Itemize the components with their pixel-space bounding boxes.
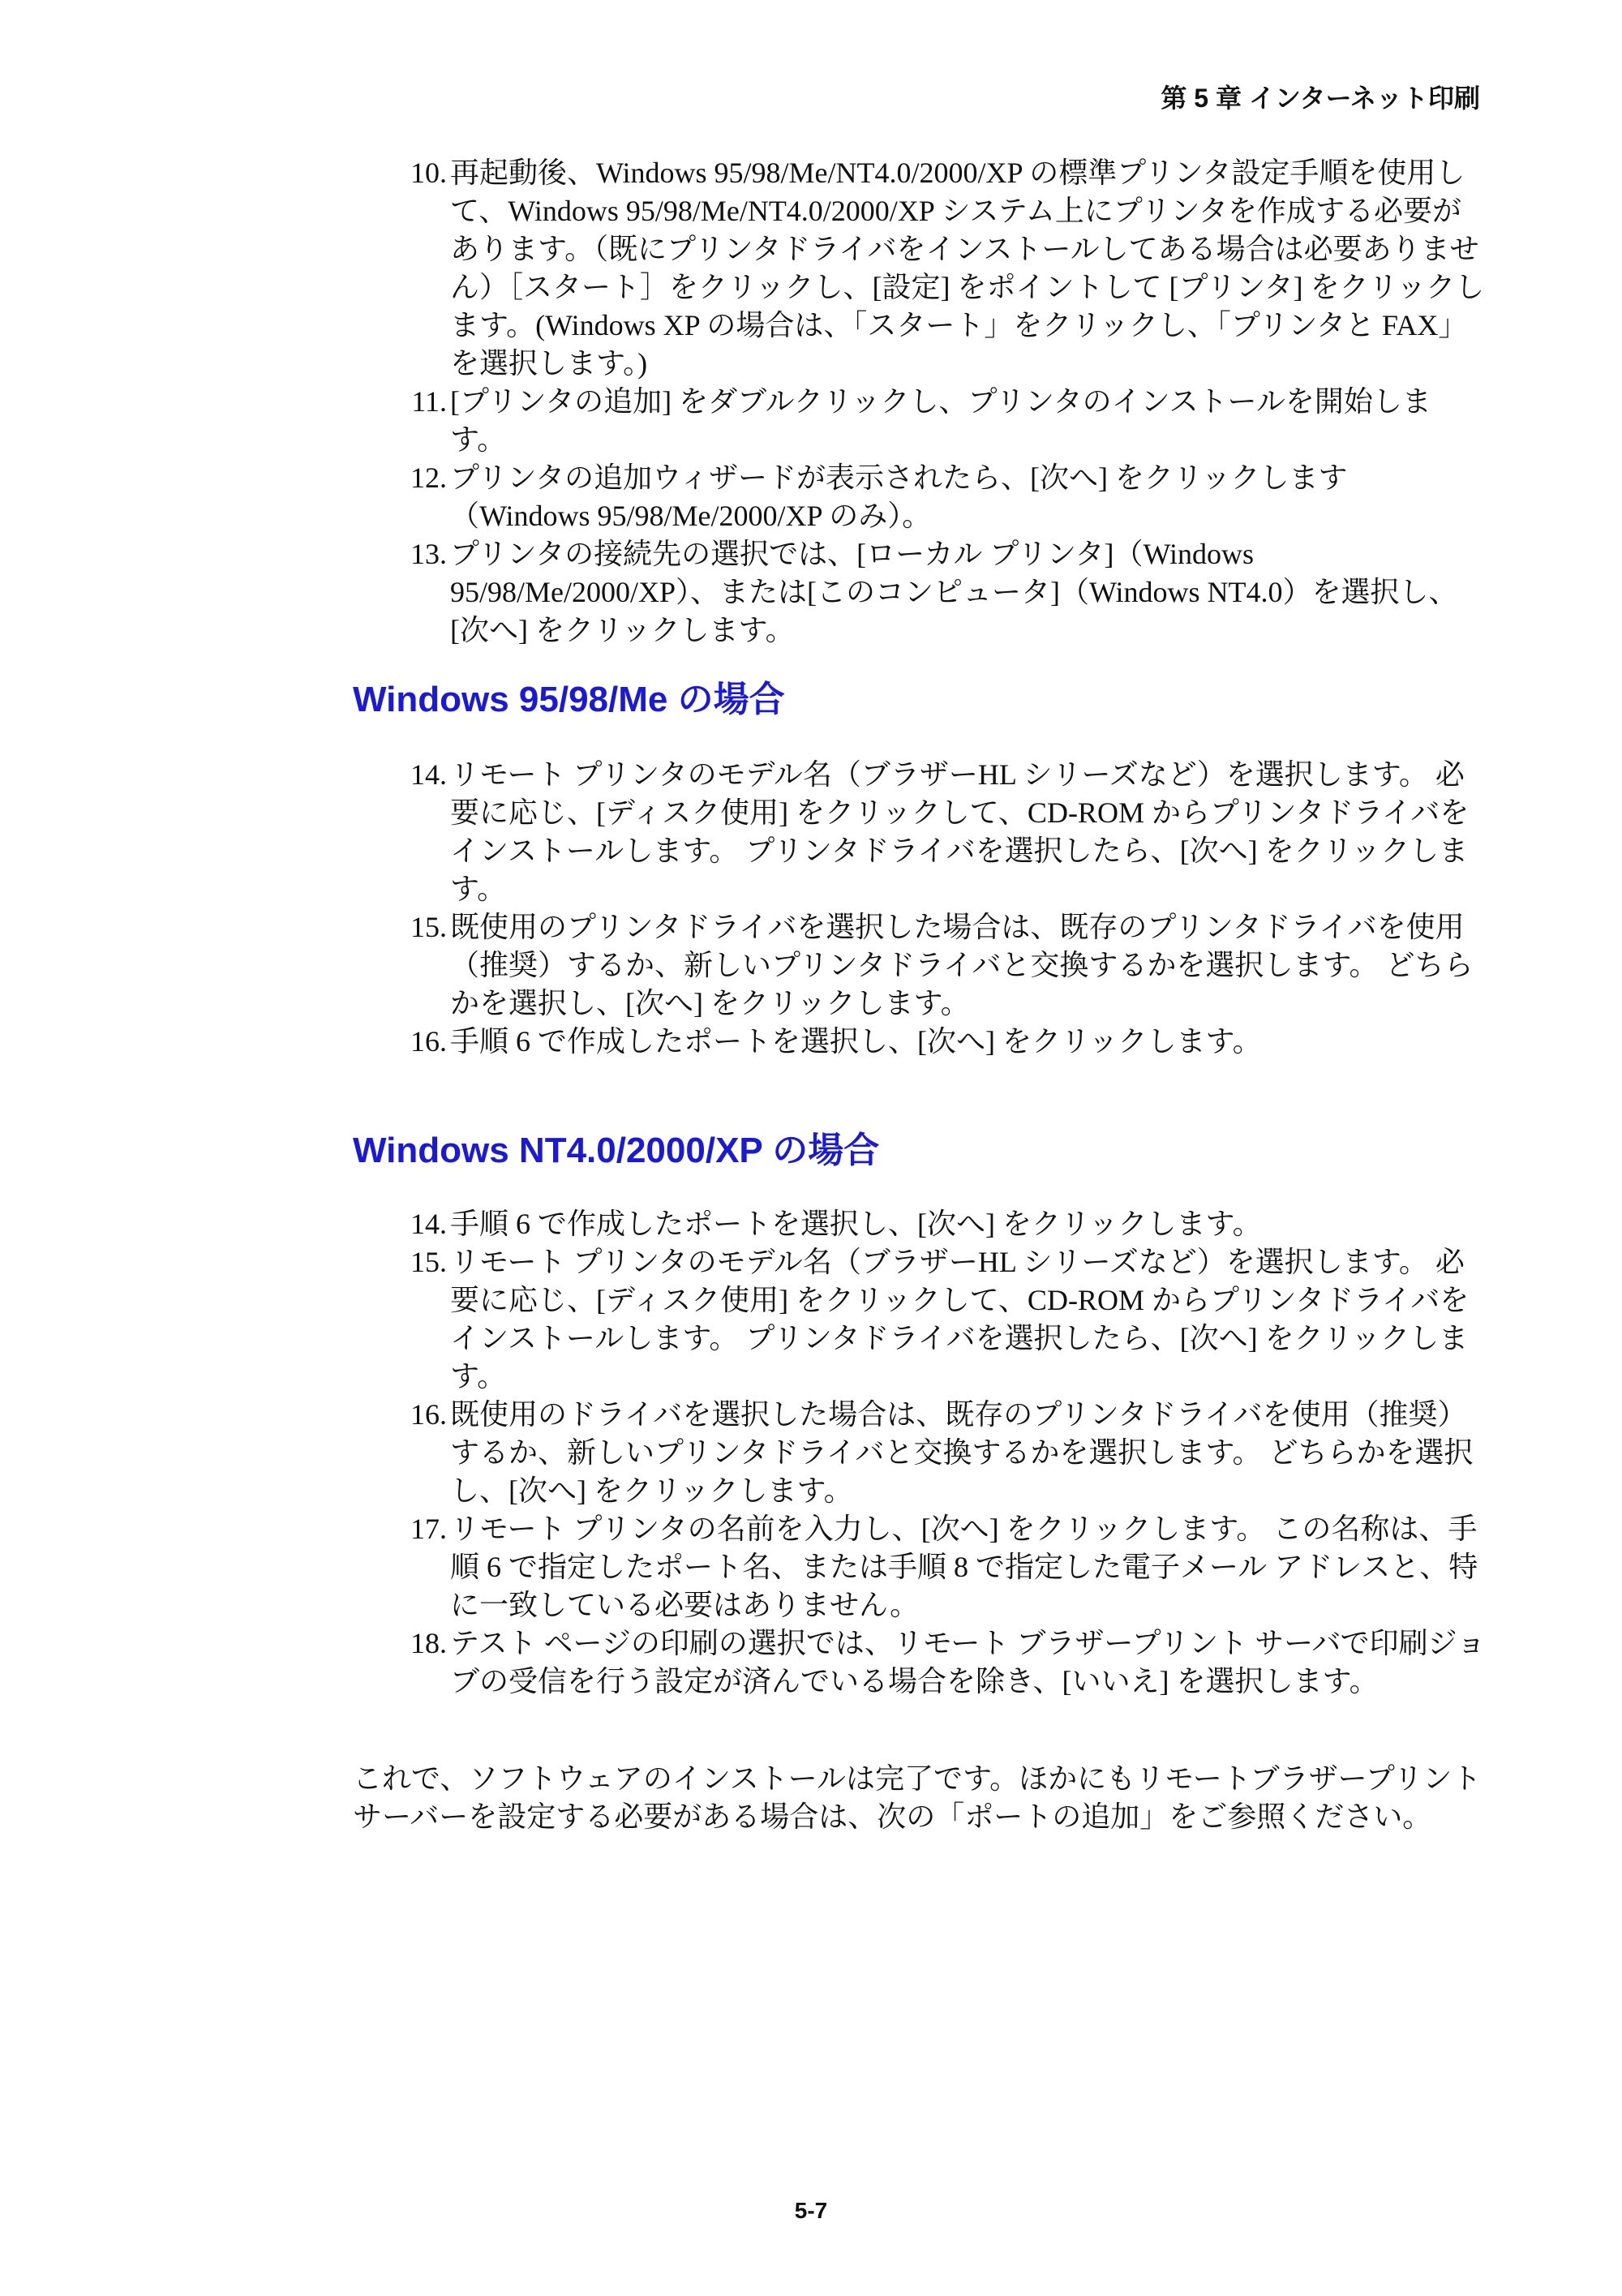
step-number: 13. [410,538,447,570]
step-number: 14. [410,758,447,791]
step-number: 12. [410,461,447,494]
step-text: 既使用のドライバを選択した場合は、既存のプリンタドライバを使用（推奨）するか、新しいプリンタドライバと交換するかを選択します。 どちらかを選択し、[次へ] をクリックします。 [450,1398,1474,1507]
step-text: リモート プリンタのモデル名（ブラザーHL シリーズなど）を選択します。 必要に応じ、[ディスク使用] をクリックして、CD-ROM からプリンタドライバをインストールします。 プリンタドライバを選択したら、[次へ] をクリックします。 [450,1246,1470,1393]
step-number: 17. [410,1513,447,1545]
step-number: 11. [411,385,447,418]
step-number: 15. [410,911,447,943]
step-number: 16. [410,1398,447,1431]
closing-paragraph: これで、ソフトウェアのインストールは完了です。ほかにもリモートブラザープリントサーバーを設定する必要がある場合は、次の「ポートの追加」をご参照ください。 [353,1762,1482,1833]
page-number: 5-7 [794,2198,828,2223]
list-item [400,756,1487,908]
step-text: リモート プリンタの名前を入力し、[次へ] をクリックします。 この名称は、手順 6 で指定したポート名、または手順 8 で指定した電子メール アドレスと、特に一致している必要はありません。 [450,1513,1478,1621]
step-text: 既使用のプリンタドライバを選択した場合は、既存のプリンタドライバを使用（推奨）するか、新しいプリンタドライバと交換するかを選択します。 どちらかを選択し、[次へ] をクリックします。 [450,911,1474,1019]
step-number: 18. [410,1627,447,1659]
section-title-winnt: Windows NT4.0/2000/XP の場合 [353,1131,880,1170]
step-number: 15. [410,1246,447,1278]
list-item [400,154,1487,383]
step-text: 再起動後、Windows 95/98/Me/NT4.0/2000/XP の標準プリンタ設定手順を使用して、Windows 95/98/Me/NT4.0/2000/XP システム上にプリンタを作成する必要があります。（既にプリンタドライバをインストールしてある場合は必要ありません）［スタート］をクリックし、[設定] をポイントして [プリンタ] をクリックします。(Windows XP の場合は、「スタート」をクリックし、「プリンタと FAX」を選択します。) [450,157,1485,380]
section-title-win9x: Windows 95/98/Me の場合 [353,680,785,719]
list-item [400,459,1487,535]
list-item [400,1243,1487,1396]
step-text: リモート プリンタのモデル名（ブラザーHL シリーズなど）を選択します。 必要に応じ、[ディスク使用] をクリックして、CD-ROM からプリンタドライバをインストールします。 プリンタドライバを選択したら、[次へ] をクリックします。 [450,758,1470,905]
step-text: 手順 6 で作成したポートを選択し、[次へ] をクリックします。 [450,1025,1262,1058]
list-item [400,383,1487,459]
step-text: プリンタの接続先の選択では、[ローカル プリンタ]（Windows 95/98/Me/2000/XP）、または[このコンピュータ]（Windows NT4.0）を選択し、[次へ] をクリックします。 [450,538,1458,646]
steps-list-winnt [400,1205,1487,1701]
step-number: 16. [410,1025,447,1058]
list-item [400,1205,1487,1243]
list-item [400,1510,1487,1624]
step-text: 手順 6 で作成したポートを選択し、[次へ] をクリックします。 [450,1208,1262,1240]
steps-list-general [400,154,1487,650]
step-text: テスト ページの印刷の選択では、リモート ブラザープリント サーバで印刷ジョブの受信を行う設定が済んでいる場合を除き、[いいえ] を選択します。 [450,1627,1486,1697]
list-item [400,908,1487,1023]
step-number: 10. [410,157,447,189]
step-text: [プリンタの追加] をダブルクリックし、プリンタのインストールを開始します。 [450,385,1431,456]
list-item [400,1023,1487,1061]
list-item [400,1396,1487,1510]
step-number: 14. [410,1208,447,1240]
chapter-header: 第 5 章 インターネット印刷 [1161,84,1480,113]
list-item [400,535,1487,650]
step-text: プリンタの追加ウィザードが表示されたら、[次へ] をクリックします（Windows 95/98/Me/2000/XP のみ）。 [450,461,1348,532]
list-item [400,1624,1487,1701]
steps-list-win9x [400,756,1487,1061]
